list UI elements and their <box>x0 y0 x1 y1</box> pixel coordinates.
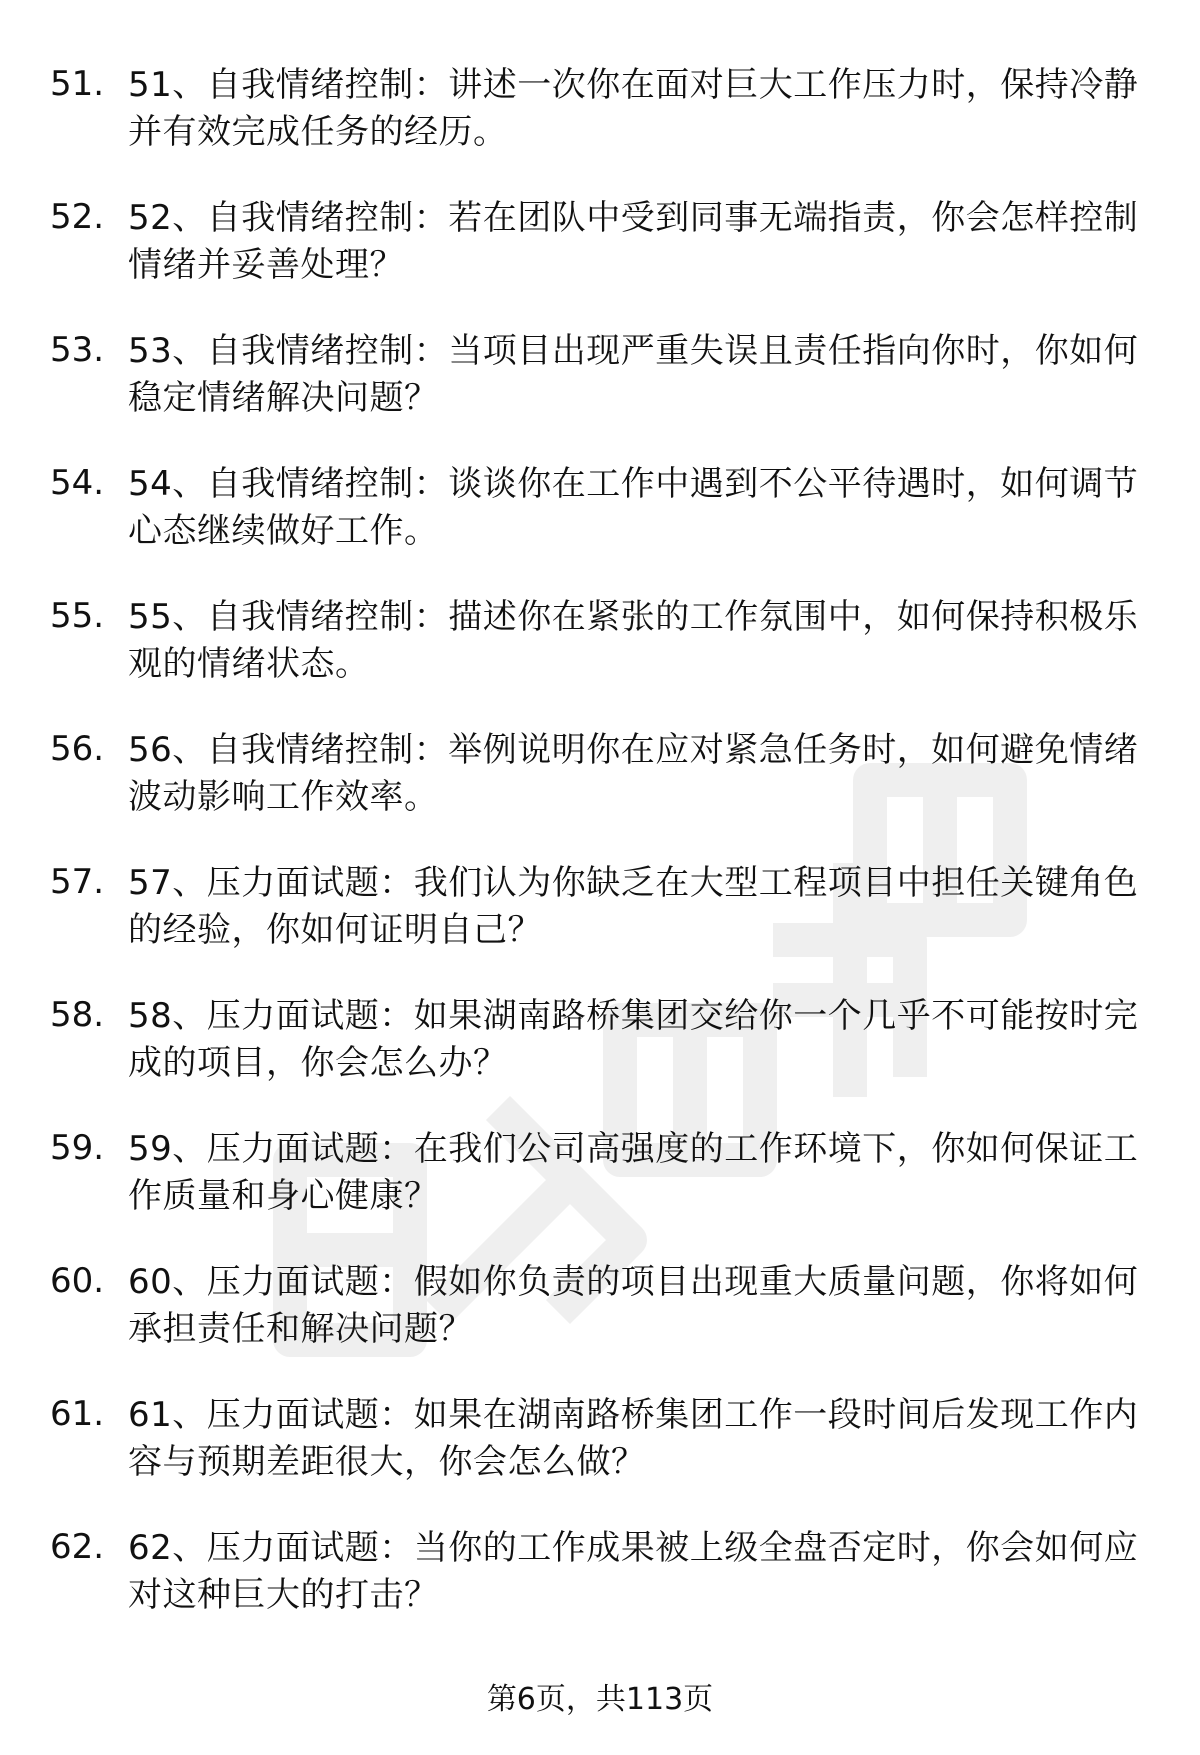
list-item-53 <box>0 328 1200 461</box>
list-item-54 <box>0 461 1200 594</box>
question-text: 62、压力面试题：当你的工作成果被上级全盘否定时，你会如何应对这种巨大的打击？ <box>128 1528 1139 1615</box>
question-text: 57、压力面试题：我们认为你缺乏在大型工程项目中担任关键角色的经验，你如何证明自己？ <box>128 863 1139 950</box>
question-number: 59. <box>50 1128 105 1168</box>
question-text: 58、压力面试题：如果湖南路桥集团交给你一个几乎不可能按时完成的项目，你会怎么办？ <box>128 996 1139 1083</box>
list-item-55 <box>0 594 1200 727</box>
page-number-footer: 第6页，共113页 <box>486 1682 714 1717</box>
question-text: 51、自我情绪控制：讲述一次你在面对巨大工作压力时，保持冷静并有效完成任务的经历。 <box>128 65 1139 152</box>
question-text: 60、压力面试题：假如你负责的项目出现重大质量问题，你将如何承担责任和解决问题？ <box>128 1262 1139 1349</box>
question-number: 52. <box>50 197 105 237</box>
question-text: 61、压力面试题：如果在湖南路桥集团工作一段时间后发现工作内容与预期差距很大，你会怎么做？ <box>128 1395 1139 1482</box>
question-number: 51. <box>50 64 105 104</box>
question-number: 54. <box>50 463 105 503</box>
question-text: 55、自我情绪控制：描述你在紧张的工作氛围中，如何保持积极乐观的情绪状态。 <box>128 597 1139 684</box>
question-list <box>0 62 1200 1658</box>
question-text: 56、自我情绪控制：举例说明你在应对紧急任务时，如何避免情绪波动影响工作效率。 <box>128 730 1139 817</box>
question-number: 53. <box>50 330 105 370</box>
question-number: 61. <box>50 1394 105 1434</box>
question-number: 55. <box>50 596 105 636</box>
list-item-52 <box>0 195 1200 328</box>
question-text: 59、压力面试题：在我们公司高强度的工作环境下，你如何保证工作质量和身心健康？ <box>128 1129 1139 1216</box>
question-number: 60. <box>50 1261 105 1301</box>
question-number: 58. <box>50 995 105 1035</box>
question-number: 62. <box>50 1527 105 1567</box>
list-item-57 <box>0 860 1200 993</box>
list-item-60 <box>0 1259 1200 1392</box>
list-item-61 <box>0 1392 1200 1525</box>
question-text: 53、自我情绪控制：当项目出现严重失误且责任指向你时，你如何稳定情绪解决问题？ <box>128 331 1139 418</box>
list-item-56 <box>0 727 1200 860</box>
question-text: 52、自我情绪控制：若在团队中受到同事无端指责，你会怎样控制情绪并妥善处理？ <box>128 198 1139 285</box>
question-number: 57. <box>50 862 105 902</box>
question-number: 56. <box>50 729 105 769</box>
list-item-62 <box>0 1525 1200 1658</box>
question-text: 54、自我情绪控制：谈谈你在工作中遇到不公平待遇时，如何调节心态继续做好工作。 <box>128 464 1139 551</box>
list-item-51 <box>0 62 1200 195</box>
list-item-59 <box>0 1126 1200 1259</box>
list-item-58 <box>0 993 1200 1126</box>
